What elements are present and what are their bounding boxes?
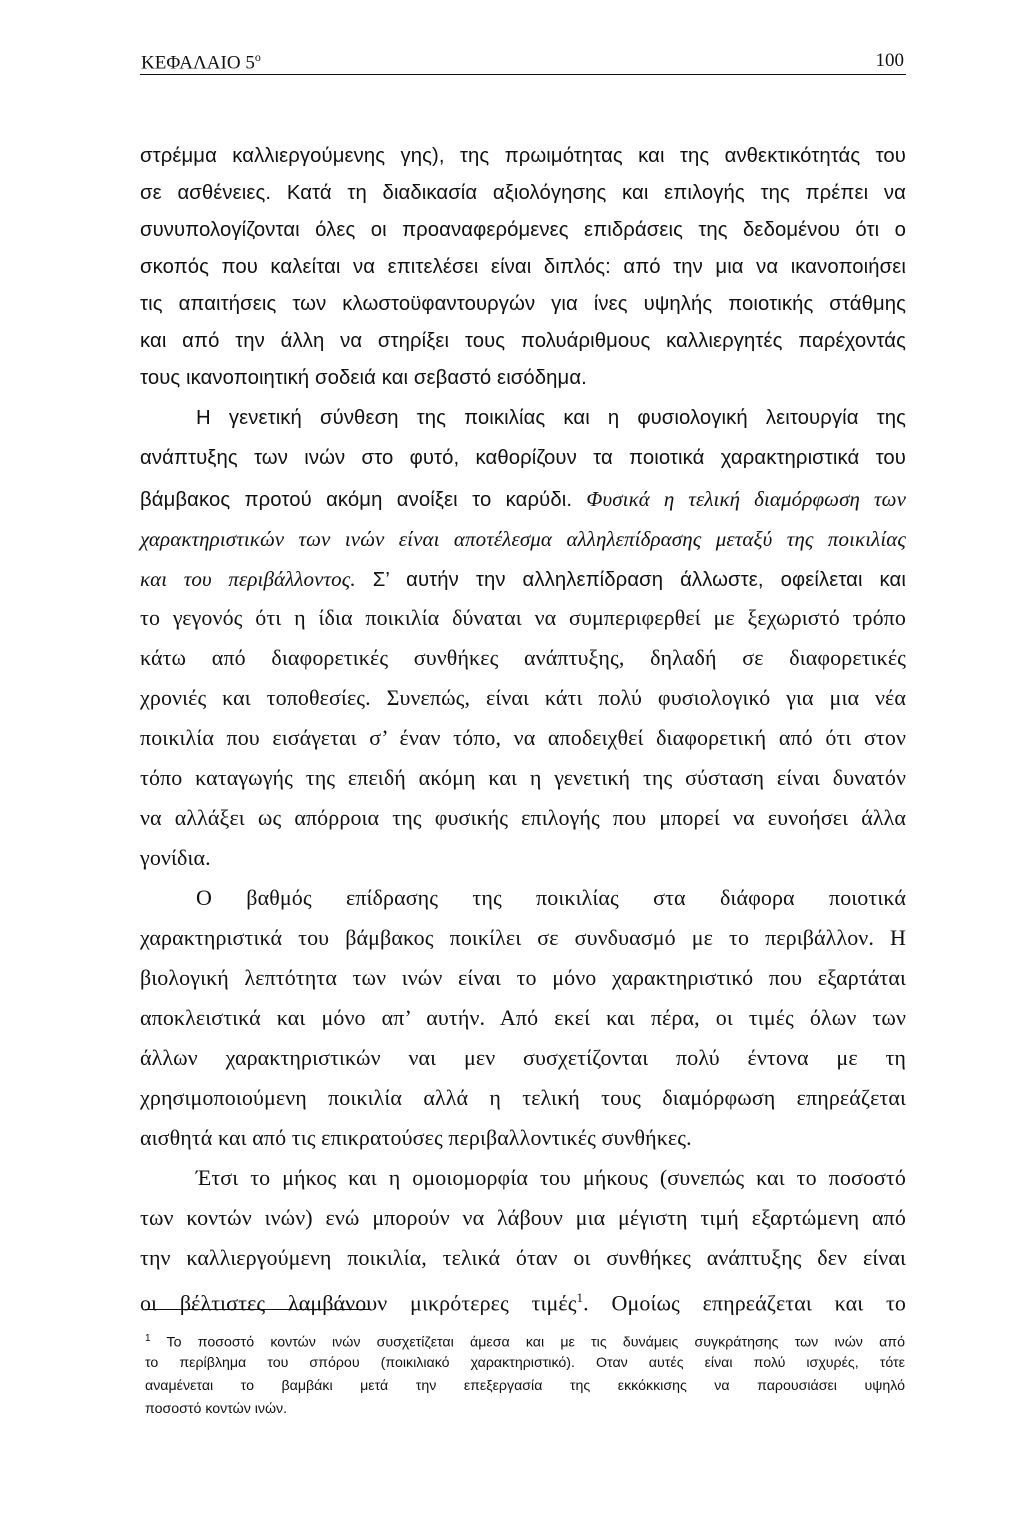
text-line: γονίδια. <box>140 845 211 870</box>
text-line: αποκλειστικά και μόνο απ’ αυτήν. Από εκεί και πέρα, οι τιμές όλων των <box>140 1005 906 1030</box>
text-line: το γεγονός ότι η ίδια ποικιλία δύναται να συμπεριφερθεί με ξεχωριστό τρόπο <box>140 605 906 630</box>
footnote-line: ποσοστό κοντών ινών. <box>145 1401 288 1417</box>
text-line <box>140 527 906 552</box>
footnote-line: το περίβλημα του σπόρου (ποικιλιακό χαρακτηριστικό). Οταν αυτές είναι πολύ ισχυρές, τότε <box>145 1355 905 1371</box>
text-line: αισθητά και από τις επικρατούσες περιβαλλοντικές συνθήκες. <box>140 1125 692 1150</box>
text-line: χαρακτηριστικά του βάμβακος ποικίλει σε συνδυασμό με το περιβάλλον. Η <box>140 925 906 950</box>
text-run: . Ομοίως επηρεάζεται και το <box>583 1290 906 1316</box>
text-line: Ο βαθμός επίδρασης της ποικιλίας στα διάφορα ποιοτικά <box>196 885 906 910</box>
footnote-marker: 1 <box>145 1333 151 1344</box>
footnote-reference: 1 <box>576 1290 584 1305</box>
italic-run: και του περιβάλλοντος. <box>140 567 356 591</box>
text-line: βιολογική λεπτότητα των ινών είναι το μόνο χαρακτηριστικό που εξαρτάται <box>140 965 906 990</box>
text-line: και από την άλλη να στηρίξει τους πολυάριθμους καλλιεργητές παρέχοντάς <box>140 330 906 352</box>
footnote-line: αναμένεται το βαμβάκι μετά την επεξεργασία της εκκόκκισης να παρουσιάσει υψηλό <box>145 1378 905 1394</box>
footnote-text: Το ποσοστό κοντών ινών συσχετίζεται άμεσα και με τις δυνάμεις συγκράτησης των ινών από <box>150 1334 905 1351</box>
text-line <box>140 567 906 592</box>
page-number: 100 <box>875 50 904 71</box>
text-line <box>140 487 906 512</box>
italic-run: χαρακτηριστικών των ινών είναι αποτέλεσμα αλληλεπίδρασης μεταξύ της ποικιλίας <box>140 527 906 551</box>
text-line: στρέμμα καλλιεργούμενης γης), της πρωιμότητας και της ανθεκτικότητάς του <box>140 145 906 167</box>
chapter-ordinal: ο <box>254 50 261 64</box>
text-line <box>140 1286 906 1315</box>
text-run: οι βέλτιστες λαμβάνουν μικρότερες τιμές <box>140 1290 577 1316</box>
footnote-line <box>145 1330 905 1352</box>
text-line: συνυπολογίζονται όλες οι προαναφερόμενες επιδράσεις της δεδομένου ότι ο <box>140 219 906 241</box>
italic-run: Φυσικά η τελική διαμόρφωση των <box>586 487 906 511</box>
text-line: Έτσι το μήκος και η ομοιομορφία του μήκους (συνεπώς και το ποσοστό <box>196 1165 906 1190</box>
text-line: Η γενετική σύνθεση της ποικιλίας και η φυσιολογική λειτουργία της <box>196 407 906 429</box>
text-line: να αλλάξει ως απόρροια της φυσικής επιλογής που μπορεί να ευνοήσει άλλα <box>140 805 906 830</box>
footnote-divider <box>145 1309 371 1310</box>
text-line: ανάπτυξης των ινών στο φυτό, καθορίζουν τα ποιοτικά χαρακτηριστικά του <box>140 447 906 469</box>
text-line: τις απαιτήσεις των κλωστοϋφαντουργών για ίνες υψηλής ποιοτικής στάθμης <box>140 293 906 315</box>
text-line: την καλλιεργούμενη ποικιλία, τελικά όταν οι συνθήκες ανάπτυξης δεν είναι <box>140 1245 906 1270</box>
text-line: τόπο καταγωγής της επειδή ακόμη και η γενετική της σύσταση είναι δυνατόν <box>140 765 906 790</box>
chapter-title <box>141 50 261 74</box>
running-header <box>140 50 906 75</box>
text-line: άλλων χαρακτηριστικών ναι μεν συσχετίζονται πολύ έντονα με τη <box>140 1045 906 1070</box>
text-run: Σ’ αυτήν την αλληλεπίδραση άλλωστε, οφείλεται και <box>355 569 906 591</box>
text-line: χρονιές και τοποθεσίες. Συνεπώς, είναι κάτι πολύ φυσιολογικό για μια νέα <box>140 685 906 710</box>
chapter-label: ΚΕΦΑΛΑΙΟ 5 <box>141 52 255 74</box>
text-run: βάμβακος προτού ακόμη ανοίξει το καρύδι. <box>140 489 587 511</box>
text-line: τους ικανοποιητική σοδειά και σεβαστό εισόδημα. <box>140 367 587 389</box>
text-line: ποικιλία που εισάγεται σ’ έναν τόπο, να αποδειχθεί διαφορετική από ότι στον <box>140 725 906 750</box>
text-line: χρησιμοποιούμενη ποικιλία αλλά η τελική τους διαμόρφωση επηρεάζεται <box>140 1085 906 1110</box>
text-line: σε ασθένειες. Κατά τη διαδικασία αξιολόγησης και επιλογής της πρέπει να <box>140 182 906 204</box>
text-line: των κοντών ινών) ενώ μπορούν να λάβουν μια μέγιστη τιμή εξαρτώμενη από <box>140 1205 906 1230</box>
text-line: κάτω από διαφορετικές συνθήκες ανάπτυξης, δηλαδή σε διαφορετικές <box>140 645 906 670</box>
text-line: σκοπός που καλείται να επιτελέσει είναι διπλός: από την μια να ικανοποιήσει <box>140 256 906 278</box>
